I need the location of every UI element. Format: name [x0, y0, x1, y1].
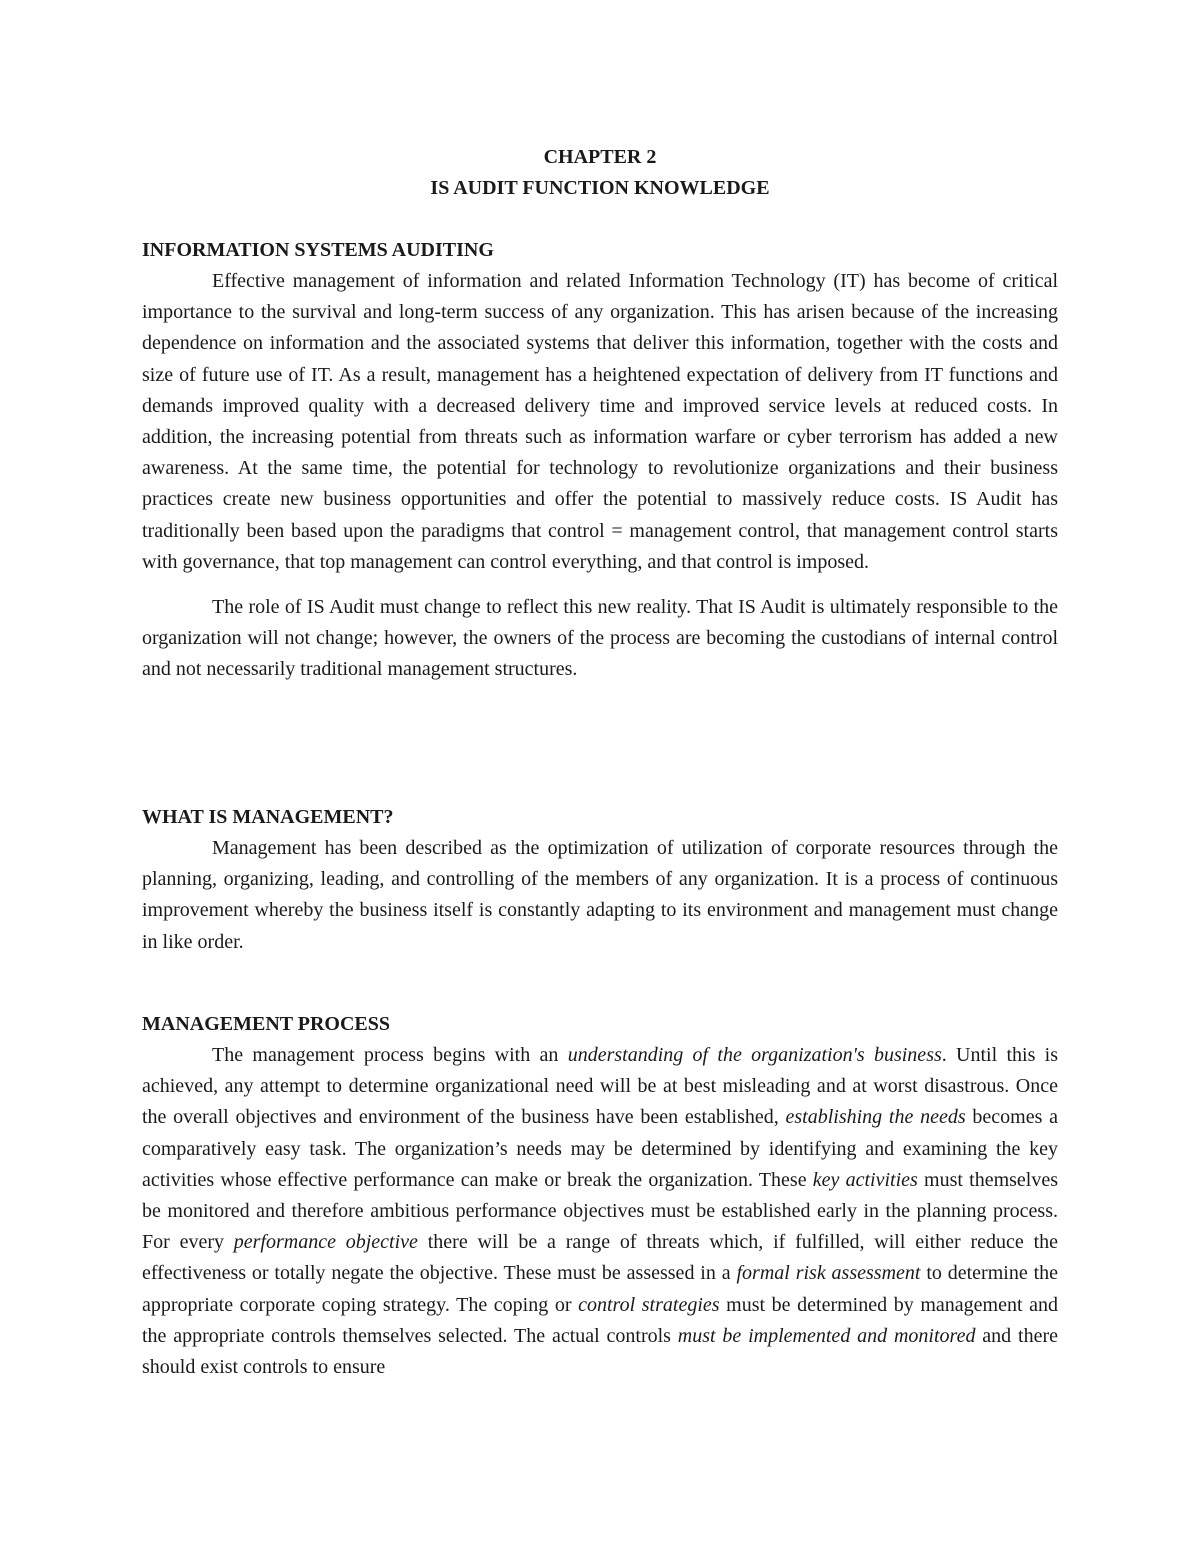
paragraph: Management has been described as the optimization of utilization of corporate resources through the planning, organizing, leading, and controlling of the members of any organization. It is a process of continuous improvement whereby the business itself is constantly adapting to its environment and management must change in like order. — [142, 837, 1058, 953]
text-segment: to determine the appropriate corporate coping strategy. The coping or — [142, 1262, 1059, 1316]
paragraph: The role of IS Audit must change to reflect this new reality. That IS Audit is ultimately responsible to the organization will not change; however, the owners of the process are becoming the custodians of internal control and not necessarily traditional management structures. — [142, 596, 1058, 681]
text-segment: and there should exist controls to ensure — [142, 1324, 1058, 1379]
text-segment: becomes a comparatively easy task. The organization’s needs may be determined by identifying and examining the key activities whose effective performance can make or break the organization. These — [142, 1106, 1058, 1191]
emphasis-text: performance objective — [233, 1231, 418, 1254]
paragraph — [142, 1040, 1058, 1383]
section-heading: WHAT IS MANAGEMENT? — [142, 806, 394, 828]
section-heading: INFORMATION SYSTEMS AUDITING — [142, 239, 494, 261]
chapter-number: CHAPTER 2 — [543, 146, 657, 168]
section-heading: MANAGEMENT PROCESS — [142, 1013, 390, 1035]
text-segment: The management process begins with an — [212, 1044, 568, 1066]
emphasis-text: understanding of the organization's business — [567, 1044, 942, 1066]
emphasis-text: key activities — [812, 1168, 918, 1191]
text-segment: . Until this is achieved, any attempt to determine organizational need will be at best misleading and at worst disastrous. Once the overall objectives and environment of the business have been established, — [142, 1044, 1059, 1129]
chapter-heading — [142, 142, 1058, 204]
emphasis-text: establishing the needs — [785, 1106, 966, 1129]
text-segment: there will be a range of threats which, if fulfilled, will either reduce the effectiveness or totally negate the objective. These must be assessed in a — [142, 1231, 1059, 1285]
text-segment: must be determined by management and the appropriate controls themselves selected. The actual controls — [142, 1293, 1058, 1347]
emphasis-text: formal risk assessment — [736, 1262, 921, 1285]
section-is-auditing — [142, 235, 1058, 686]
chapter-title: IS AUDIT FUNCTION KNOWLEDGE — [430, 177, 770, 199]
text-segment: must themselves be monitored and therefore ambitious performance objectives must be established early in the planning process. For every — [142, 1168, 1059, 1254]
section-management-process — [142, 1009, 1058, 1383]
emphasis-text: must be implemented and monitored — [677, 1324, 976, 1347]
paragraph: Effective management of information and related Information Technology (IT) has become of critical importance to the survival and long-term success of any organization. This has arisen because of the increasing dependence on information and the associated systems that deliver this information, together with the costs and size of future use of IT. As a result, management has a heightened expectation of delivery from IT functions and demands improved quality with a decreased delivery time and improved service levels at reduced costs. In addition, the increasing potential from threats such as information warfare or cyber terrorism has added a new awareness. At the same time, the potential for technology to revolutionize organizations and their business practices create new business opportunities and offer the potential to massively reduce costs. IS Audit has traditionally been based upon the paradigms that control = management control, that management control starts with governance, that top management can control everything, and that control is imposed. — [142, 270, 1058, 573]
emphasis-text: control strategies — [578, 1293, 720, 1316]
section-what-is-management — [142, 802, 1058, 958]
